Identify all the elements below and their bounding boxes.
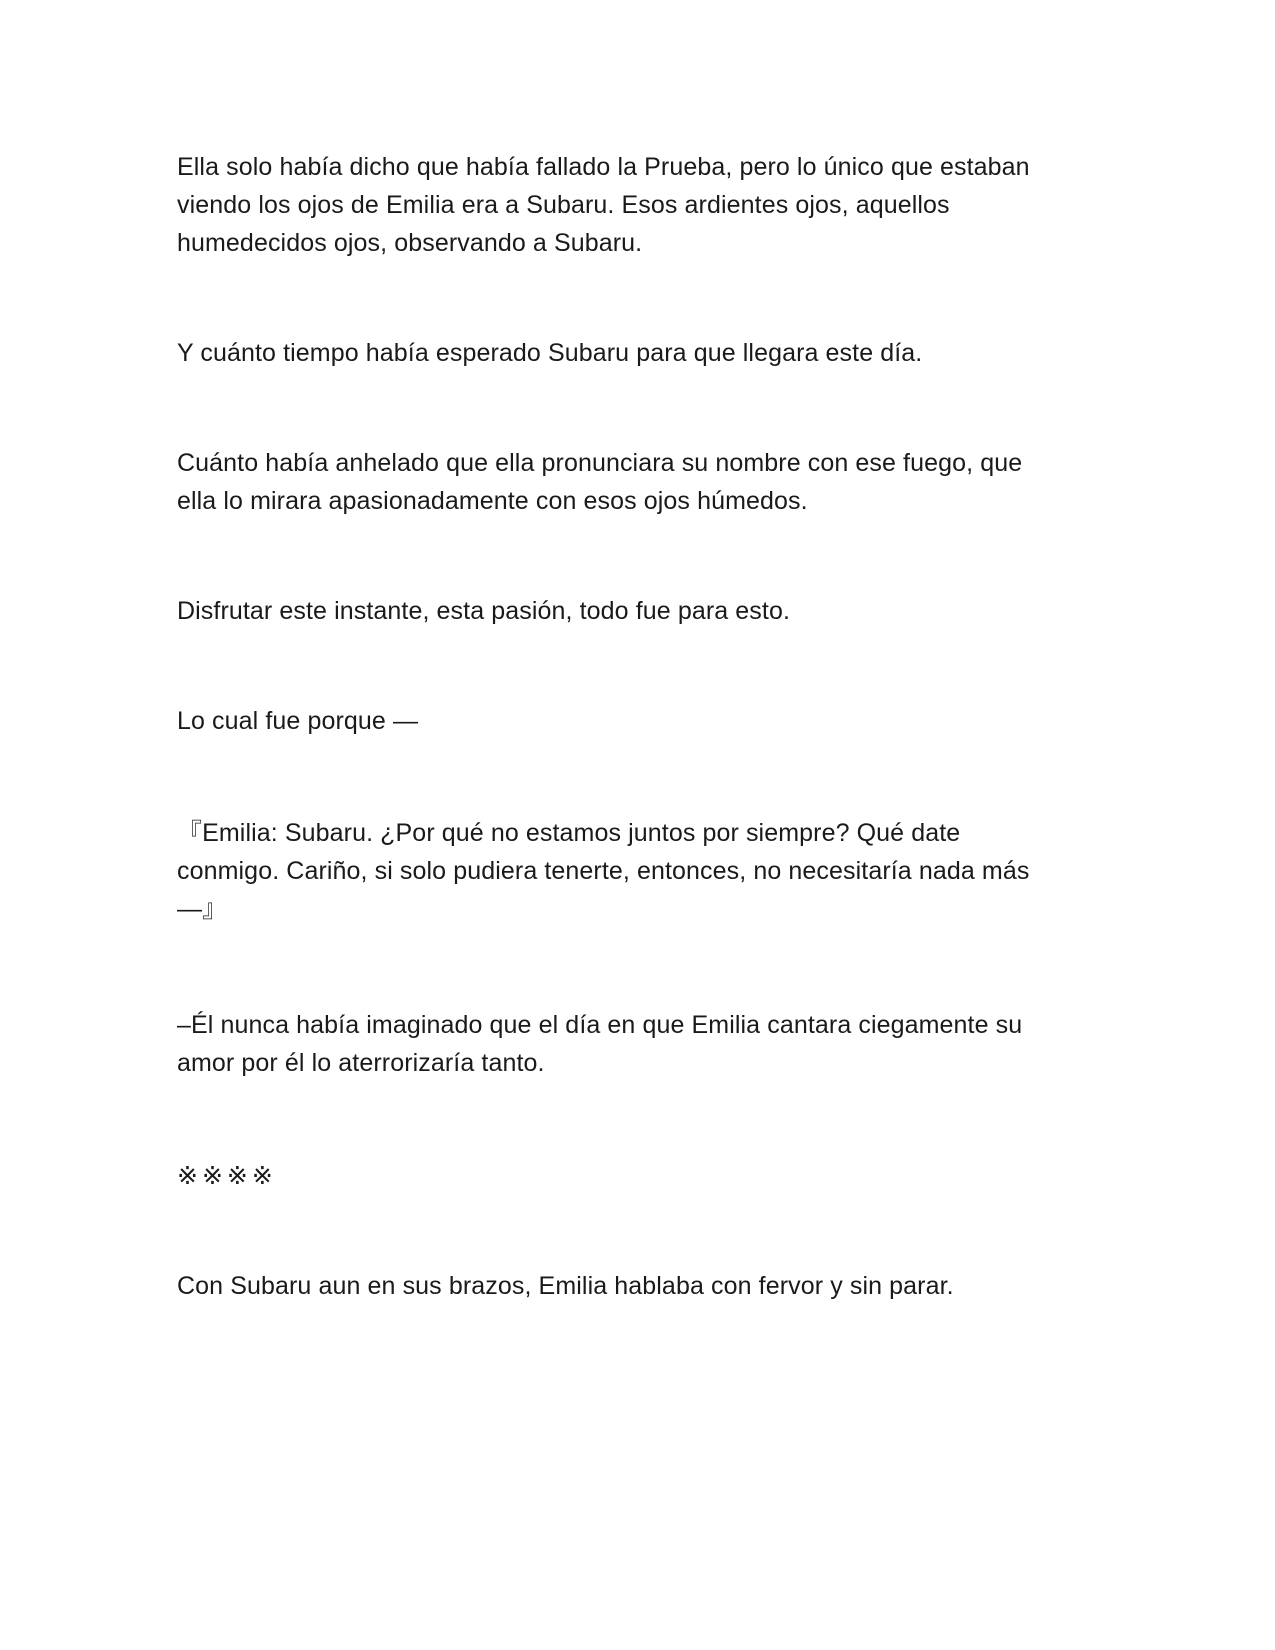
paragraph-prueba: Ella solo había dicho que había fallado la Prueba, pero lo único que estaban viendo los ojos de Emilia era a Subaru. Esos ardientes ojos, aquellos humedecidos ojos, observando a Subaru. — [177, 153, 1030, 257]
paragraph-esperado: Y cuánto tiempo había esperado Subaru para que llegara este día. — [177, 339, 923, 367]
paragraph-porque: Lo cual fue porque — — [177, 707, 419, 735]
scene-break: ※※※※ — [177, 1162, 277, 1190]
paragraph-aterrorizaria: –Él nunca había imaginado que el día en que Emilia cantara ciegamente su amor por él lo aterrorizaría tanto. — [177, 1011, 1023, 1077]
paragraph-anhelado: Cuánto había anhelado que ella pronunciara su nombre con ese fuego, que ella lo mirara apasionadamente con esos ojos húmedos. — [177, 449, 1023, 515]
paragraph-dialogue-emilia: 『Emilia: Subaru. ¿Por qué no estamos juntos por siempre? Qué date conmigo. Cariño, si solo pudiera tenerte, entonces, no necesitaría nada más —』 — [177, 819, 1030, 923]
paragraph-fervor: Con Subaru aun en sus brazos, Emilia hablaba con fervor y sin parar. — [177, 1272, 954, 1300]
paragraph-disfrutar: Disfrutar este instante, esta pasión, todo fue para esto. — [177, 597, 790, 625]
